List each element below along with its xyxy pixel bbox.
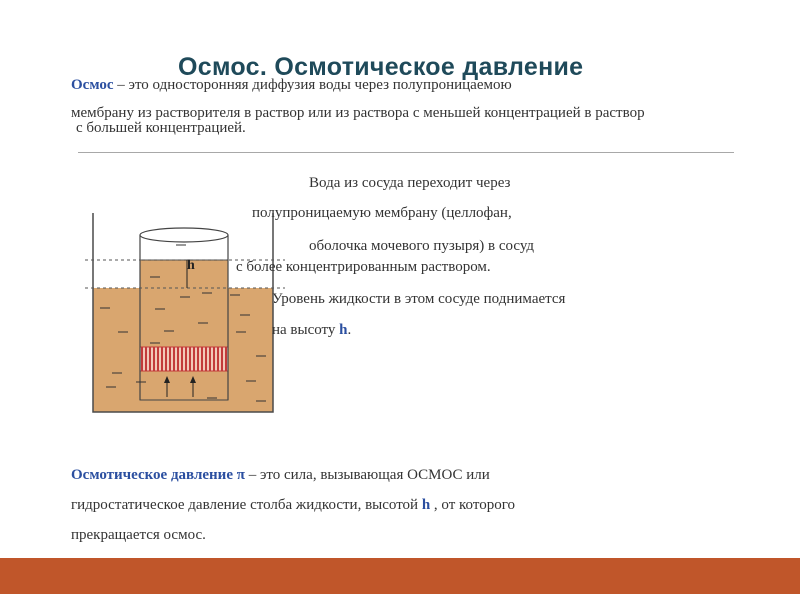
pressure-definition-line-1 <box>71 467 490 484</box>
pressure-line-2-prefix: гидростатическое давление столба жидкости, высотой <box>71 497 422 513</box>
pressure-text-1: – это сила, вызывающая ОСМОС или <box>244 467 490 483</box>
osmosis-definition-line-3: с большей концентрацией. <box>76 120 246 136</box>
pressure-h-symbol: h <box>421 497 431 513</box>
diagram-h-label: h <box>187 258 195 273</box>
description-line-2: полупроницаемую мембрану (целлофан, <box>252 205 512 221</box>
description-line-6-suffix: . <box>347 322 352 338</box>
description-line-4: с более концентрированным раствором. <box>236 259 491 275</box>
description-line-6 <box>272 322 351 339</box>
inner-tube-top-rim <box>140 228 228 242</box>
inner-liquid <box>140 260 228 400</box>
osmosis-term: Осмос <box>71 77 114 93</box>
pressure-line-2-suffix: , от которого <box>430 497 515 513</box>
osmosis-definition-line-1 <box>71 77 512 94</box>
page-title: Осмос. Осмотическое давление <box>178 53 584 81</box>
divider-line <box>78 152 734 153</box>
osmosis-diagram <box>80 205 285 420</box>
description-line-5: Уровень жидкости в этом сосуде поднимается <box>272 291 566 307</box>
description-line-3: оболочка мочевого пузыря) в сосуд <box>309 238 535 254</box>
pressure-definition-line-3: прекращается осмос. <box>71 527 206 543</box>
description-h-symbol: h <box>339 322 348 338</box>
description-line-6-prefix: на высоту <box>272 322 340 338</box>
osmosis-definition-text-1: – это односторонняя диффузия воды через полупроницаемою <box>113 77 512 93</box>
footer-bar <box>0 558 800 594</box>
osmosis-definition-line-2: мембрану из растворителя в раствор или из раствора с меньшей концентрацией в раствор <box>71 105 645 121</box>
osmotic-pressure-term: Осмотическое давление π <box>71 467 245 483</box>
description-line-1: Вода из сосуда переходит через <box>309 175 511 191</box>
pressure-definition-line-2 <box>71 497 515 514</box>
